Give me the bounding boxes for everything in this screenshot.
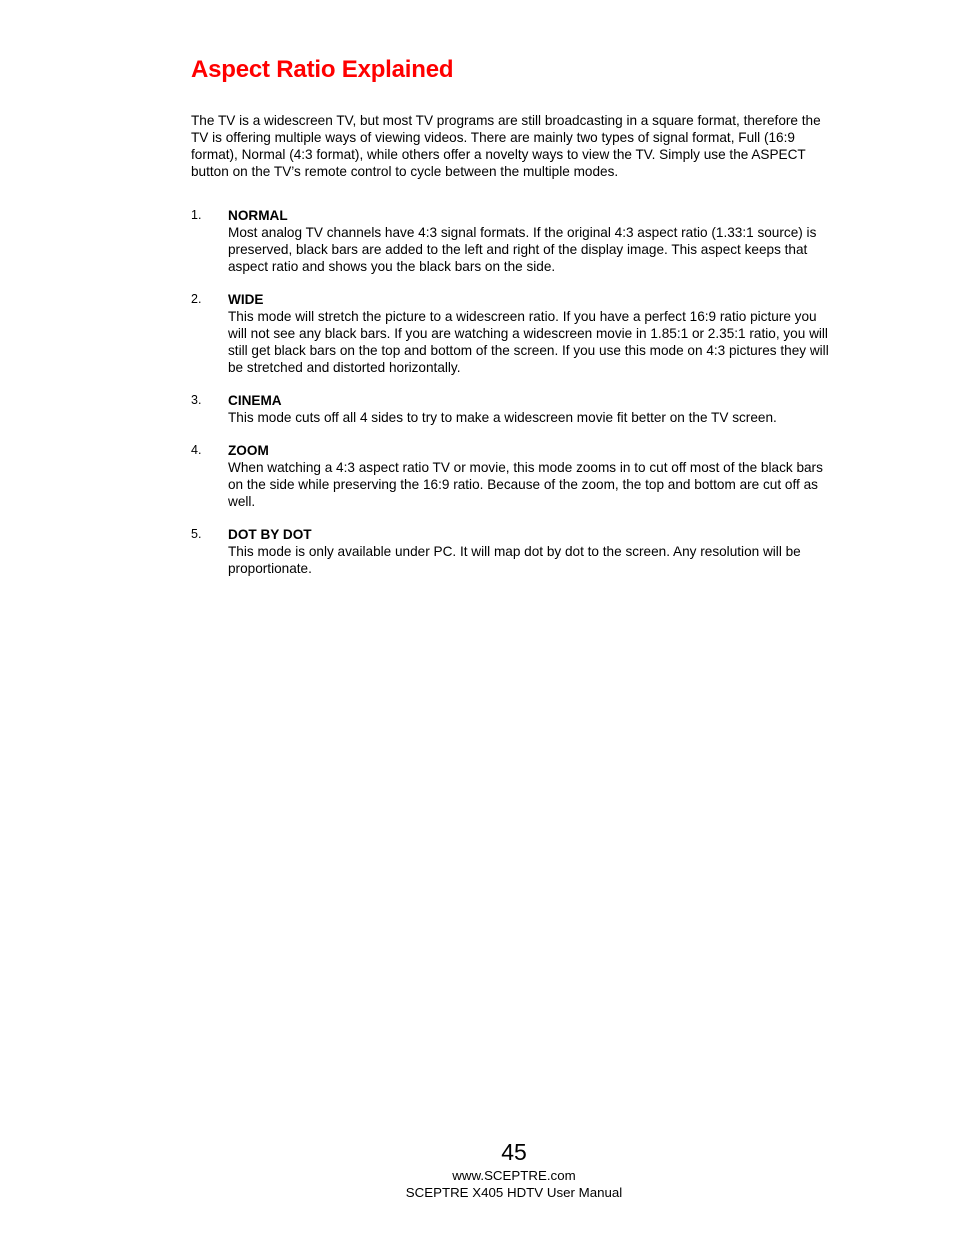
mode-number: 1.: [191, 208, 202, 222]
footer-manual-title: SCEPTRE X405 HDTV User Manual: [405, 1185, 623, 1200]
mode-name: NORMAL: [228, 208, 288, 223]
aspect-mode-list: [191, 207, 836, 593]
mode-description: This mode will stretch the picture to a widescreen ratio. If you have a perfect 16:9 ratio picture you will not see any black bars. If you are watching a widescreen movie in 1.85:1 or 2.35:1 ratio, you will still get black bars on the top and bottom of the screen. If you use this mode on 4:3 pictures they will be stretched and distorted horizontally.: [228, 309, 829, 375]
mode-item-cinema: [191, 392, 836, 426]
intro-paragraph: The TV is a widescreen TV, but most TV programs are still broadcasting in a square format, therefore the TV is offering multiple ways of viewing videos. There are mainly two types of signal format, Full (16:9 format), Normal (4:3 format), while others offer a novelty ways to view the TV. Simply use the ASPECT button on the TV’s remote control to cycle between the multiple modes.: [191, 113, 821, 179]
mode-item-dot-by-dot: [191, 526, 836, 577]
mode-item-wide: [191, 291, 836, 376]
page-title: Aspect Ratio Explained: [191, 56, 454, 83]
page-footer: [0, 1137, 954, 1201]
mode-name: DOT BY DOT: [228, 527, 312, 542]
mode-description: Most analog TV channels have 4:3 signal formats. If the original 4:3 aspect ratio (1.33:1 source) is preserved, black bars are added to the left and right of the display image. This aspect keeps that aspect ratio and shows you the black bars on the side.: [228, 225, 817, 274]
mode-description: When watching a 4:3 aspect ratio TV or movie, this mode zooms in to cut off most of the black bars on the side while preserving the 16:9 ratio. Because of the zoom, the top and bottom are cut off as well.: [228, 460, 823, 509]
mode-item-normal: [191, 207, 836, 275]
mode-item-zoom: [191, 442, 836, 510]
footer-website: www.SCEPTRE.com: [452, 1168, 576, 1183]
mode-name: WIDE: [228, 292, 264, 307]
mode-number: 5.: [191, 527, 202, 541]
mode-number: 2.: [191, 292, 202, 306]
mode-description: This mode is only available under PC. It will map dot by dot to the screen. Any resolution will be proportionate.: [228, 544, 801, 576]
mode-name: CINEMA: [228, 393, 282, 408]
mode-description: This mode cuts off all 4 sides to try to make a widescreen movie fit better on the TV screen.: [228, 410, 777, 425]
mode-number: 3.: [191, 393, 202, 407]
mode-number: 4.: [191, 443, 202, 457]
mode-name: ZOOM: [228, 443, 269, 458]
page-number: 45: [501, 1139, 527, 1165]
